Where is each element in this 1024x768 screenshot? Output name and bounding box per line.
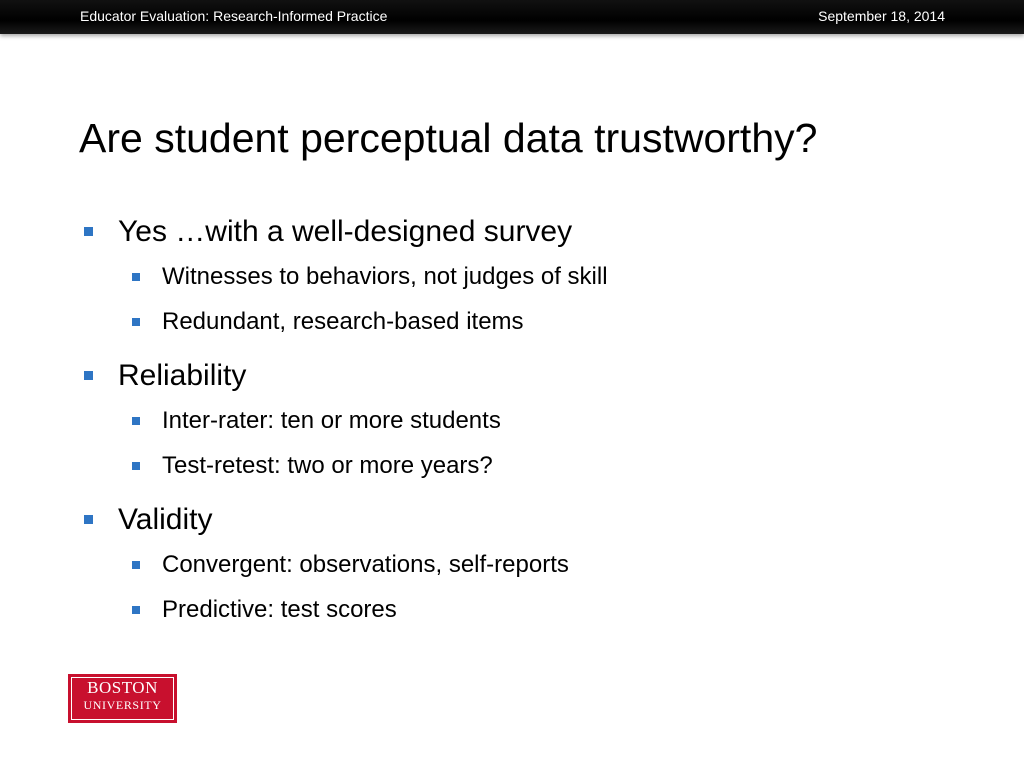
sub-bullet-text: Inter-rater: ten or more students [162,407,501,434]
sub-bullet-text: Witnesses to behaviors, not judges of skill [162,263,608,290]
bullet-text: Yes …with a well-designed survey [118,215,573,248]
header-bar [0,0,1024,34]
square-bullet-icon [132,561,140,569]
bullet-item [80,498,960,542]
boston-university-logo [68,674,177,723]
bullet-text: Validity [118,503,213,536]
sub-bullet-item [80,299,960,344]
square-bullet-icon [84,515,93,524]
square-bullet-icon [132,462,140,470]
square-bullet-icon [132,273,140,281]
header-date: September 18, 2014 [818,8,945,24]
square-bullet-icon [132,606,140,614]
bullet-item [80,210,960,254]
sub-bullet-text: Redundant, research-based items [162,308,524,335]
logo-text-line1: BOSTON [87,678,158,697]
sub-bullet-text: Convergent: observations, self-reports [162,551,569,578]
square-bullet-icon [84,371,93,380]
bullet-item [80,354,960,398]
slide-title: Are student perceptual data trustworthy? [79,115,818,161]
sub-bullet-text: Test-retest: two or more years? [162,452,493,479]
sub-bullet-item [80,443,960,488]
sub-bullet-item [80,542,960,587]
square-bullet-icon [132,318,140,326]
square-bullet-icon [84,227,93,236]
header-presentation-title: Educator Evaluation: Research-Informed Practice [80,8,388,24]
bullet-text: Reliability [118,359,247,392]
sub-bullet-item [80,254,960,299]
bullet-list [80,210,960,632]
sub-bullet-item [80,587,960,632]
logo-text-line2: UNIVERSITY [83,698,162,712]
sub-bullet-text: Predictive: test scores [162,596,397,623]
square-bullet-icon [132,417,140,425]
sub-bullet-item [80,398,960,443]
